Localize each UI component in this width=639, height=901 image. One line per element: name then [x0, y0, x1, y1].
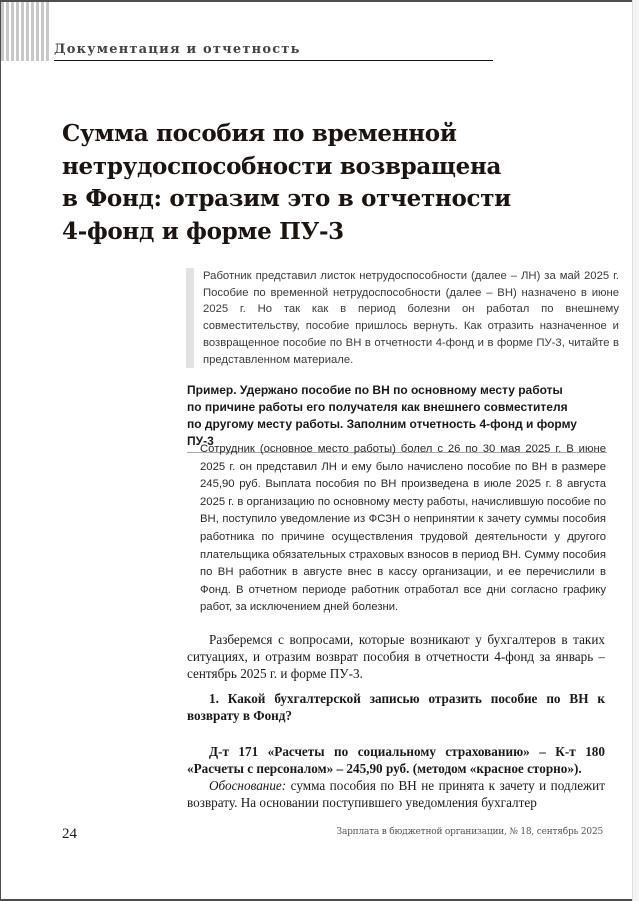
justification-paragraph	[187, 777, 605, 811]
accounting-entry: Д-т 171 «Расчеты по социальному страхованию» – К-т 180 «Расчеты с персоналом» – 245,90 руб. (методом «красное сторно»).	[187, 744, 605, 776]
page-number: 24	[62, 826, 77, 842]
page-edge-shadow	[632, 0, 639, 901]
article-title-line: Сумма пособия по временной	[62, 120, 457, 147]
article-title-line: в Фонд: отразим это в отчетности	[62, 185, 511, 212]
article-title-line: нетрудоспособности возвращена	[62, 152, 502, 180]
article-title-line: 4-фонд и форме ПУ-3	[62, 217, 344, 245]
publication-source: Зарплата в бюджетной организации, № 18, сентябрь 2025	[336, 827, 603, 837]
example-heading-line: по причине работы его получателя как внешнего совместителя	[187, 400, 568, 414]
example-heading-line: по другому месту работы. Заполним отчетность 4-фонд и форму ПУ-3	[187, 417, 577, 448]
intro-paragraph: Разберемся с вопросами, которые возникают у бухгалтеров в таких ситуациях, и отразим возврат пособия в отчетности 4-фонд за январь – сентябрь 2025 г. и форме ПУ-3.	[187, 632, 605, 681]
header-stripes-decoration	[1, 2, 49, 61]
article-title	[62, 118, 592, 248]
article-lead: Работник представил листок нетрудоспособности (далее – ЛН) за май 2025 г. Пособие по временной нетрудоспособности (далее – ВН) назначено в июне 2025 г. Но так как в период болезни он работал по внешнему совместительству, пособие пришлось вернуть. Как отразить назначенное и возвращенное пособие по ВН в отчетности 4-фонд и в форме ПУ-3, читайте в представленном материале.	[186, 268, 619, 368]
question-heading: 1. Какой бухгалтерской записью отразить пособие по ВН к возврату в Фонд?	[187, 691, 605, 723]
section-title: Документация и отчетность	[54, 42, 493, 61]
example-body: Сотрудник (основное место работы) болел с 26 по 30 мая 2025 г. В июне 2025 г. он представил ЛН и ему было начислено пособие по ВН в размере 245,90 руб. Выплата пособия по ВН произведена в июле 2025 г. 8 августа 2025 г. в организацию по основному месту работы, начислившую пособие по ВН, поступило уведомление из ФСЗН о непринятии к зачету суммы пособия работника по причине осуществления трудовой деятельности у другого плательщика обязательных страховых взносов в период ВН. Сумму пособия по ВН работник в августе внес в кассу организации, и ее перечислили в Фонд. В отчетном периоде работник отработал все дни согласно графику работ, за исключением дней болезни.	[200, 443, 606, 614]
justification-label: Обоснование:	[209, 778, 287, 793]
justification-text: сумма пособия по ВН не принята к зачету и подлежит возврату. На основании поступившего уведомления бухгалтер	[187, 778, 605, 810]
example-heading-line: Пример. Удержано пособие по ВН по основному месту работы	[187, 383, 563, 397]
